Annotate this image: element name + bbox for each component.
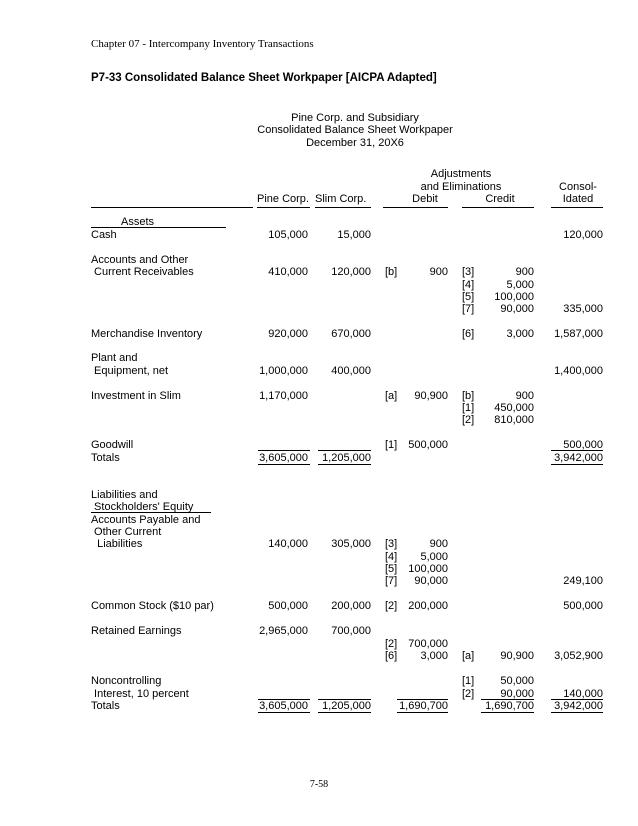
row-pine: 3,605,000: [259, 452, 308, 464]
row-debit: 90,000: [414, 575, 448, 587]
row-credit: 900: [515, 266, 534, 278]
subtotal-rule-slim: [318, 450, 371, 451]
row-consol: 1,587,000: [554, 328, 603, 340]
row-pine: 1,170,000: [259, 390, 308, 402]
row-credit-ref: [4]: [462, 279, 475, 291]
row-debit: 200,000: [408, 600, 448, 612]
row-debit-ref: [4]: [385, 551, 398, 563]
row-consol: 3,942,000: [554, 452, 603, 464]
row-debit: 90,900: [414, 390, 448, 402]
row-credit-ref: [6]: [462, 328, 475, 340]
row-debit: 700,000: [408, 638, 448, 650]
row-consol: 3,942,000: [554, 700, 603, 712]
row-label: Investment in Slim: [91, 390, 181, 402]
heading-statement: Consolidated Balance Sheet Workpaper: [257, 124, 453, 136]
row-pine: 2,965,000: [259, 625, 308, 637]
row-credit: 3,000: [506, 328, 534, 340]
row-label: Assets: [121, 216, 155, 228]
row-debit-ref: [2]: [385, 600, 398, 612]
row-pine: 105,000: [268, 229, 308, 241]
row-label: Accounts and Other: [91, 254, 189, 266]
row-pine: 1,000,000: [259, 365, 308, 377]
subtotal-rule-pine: [258, 450, 310, 451]
row-label: Equipment, net: [91, 365, 169, 377]
row-credit: 50,000: [500, 675, 534, 687]
row-consol: 1,400,000: [554, 365, 603, 377]
row-credit-ref: [2]: [462, 414, 475, 426]
row-pine: 920,000: [268, 328, 308, 340]
row-debit: 900: [429, 538, 448, 550]
row-label: Cash: [91, 229, 117, 241]
row-slim: 200,000: [331, 600, 371, 612]
row-label: Stockholders' Equity: [91, 501, 194, 513]
heading-company: Pine Corp. and Subsidiary: [291, 112, 419, 124]
assets-underline: [91, 227, 226, 228]
row-slim: 305,000: [331, 538, 371, 550]
row-pine: 500,000: [268, 600, 308, 612]
row-label: Noncontrolling: [91, 675, 162, 687]
row-consol: 500,000: [563, 600, 603, 612]
row-credit-ref: [1]: [462, 402, 475, 414]
row-debit-ref: [6]: [385, 650, 398, 662]
header-rule-label: [91, 207, 253, 208]
header-rule-consol: [551, 207, 603, 208]
row-credit-ref: [3]: [462, 266, 475, 278]
row-debit-ref: [a]: [385, 390, 398, 402]
heading-date: December 31, 20X6: [306, 137, 404, 149]
col-adjustments-line2: and Eliminations: [420, 181, 502, 193]
col-slim: Slim Corp.: [315, 193, 367, 205]
header-rule-slim: [315, 207, 371, 208]
row-credit: 810,000: [494, 414, 534, 426]
row-slim: 1,205,000: [322, 452, 371, 464]
col-consol-line1: Consol-: [559, 181, 597, 193]
row-label: Merchandise Inventory: [91, 328, 203, 340]
row-debit-ref: [7]: [385, 575, 398, 587]
row-label: Current Receivables: [91, 266, 194, 278]
row-credit: 100,000: [494, 291, 534, 303]
row-debit-ref: [2]: [385, 638, 398, 650]
row-debit-ref: [1]: [385, 439, 398, 451]
row-credit-ref: [1]: [462, 675, 475, 687]
row-credit-ref: [5]: [462, 291, 475, 303]
row-slim: 700,000: [331, 625, 371, 637]
row-label: Liabilities and: [91, 489, 158, 501]
row-consol: 3,052,900: [554, 650, 603, 662]
row-label: Totals: [91, 452, 120, 464]
row-debit: 5,000: [420, 551, 448, 563]
row-consol: 120,000: [563, 229, 603, 241]
row-consol: 335,000: [563, 303, 603, 315]
row-pine: 140,000: [268, 538, 308, 550]
row-credit-ref: [2]: [462, 688, 475, 700]
row-debit: 900: [429, 266, 448, 278]
row-credit-ref: [a]: [462, 650, 475, 662]
header-rule-debit: [383, 207, 448, 208]
row-credit: 900: [515, 390, 534, 402]
row-consol: 140,000: [563, 688, 603, 700]
row-label: Accounts Payable and: [91, 514, 201, 526]
row-label: Common Stock ($10 par): [91, 600, 214, 612]
chapter-header: Chapter 07 - Intercompany Inventory Transactions: [91, 38, 314, 50]
col-credit: Credit: [485, 193, 515, 205]
row-debit: 100,000: [408, 563, 448, 575]
row-consol: 249,100: [563, 575, 603, 587]
col-pine: Pine Corp.: [257, 193, 309, 205]
row-label: Retained Earnings: [91, 625, 182, 637]
row-label: Goodwill: [91, 439, 134, 451]
problem-title: P7-33 Consolidated Balance Sheet Workpaper [AICPA Adapted]: [91, 72, 437, 84]
col-adjustments-line1: Adjustments: [430, 168, 492, 180]
row-credit: 90,900: [500, 650, 534, 662]
header-rule-credit: [462, 207, 534, 208]
col-consol-line2: Idated: [562, 193, 594, 205]
row-slim: 1,205,000: [322, 700, 371, 712]
row-slim: 400,000: [331, 365, 371, 377]
row-slim: 120,000: [331, 266, 371, 278]
row-slim: 670,000: [331, 328, 371, 340]
row-debit: 500,000: [408, 439, 448, 451]
row-debit-ref: [5]: [385, 563, 398, 575]
row-label: Plant and: [91, 352, 138, 364]
row-debit: 1,690,700: [399, 700, 448, 712]
row-pine: 410,000: [268, 266, 308, 278]
row-credit: 1,690,700: [485, 700, 534, 712]
row-label: Interest, 10 percent: [91, 688, 189, 700]
page-number: 7-58: [309, 779, 329, 790]
row-label: Other Current: [91, 526, 162, 538]
row-debit-ref: [b]: [385, 266, 398, 278]
row-pine: 3,605,000: [259, 700, 308, 712]
row-label: Liabilities: [91, 538, 143, 550]
row-debit-ref: [3]: [385, 538, 398, 550]
row-credit: 90,000: [500, 303, 534, 315]
row-credit: 90,000: [500, 688, 534, 700]
row-credit-ref: [b]: [462, 390, 475, 402]
row-slim: 15,000: [337, 229, 371, 241]
row-credit: 450,000: [494, 402, 534, 414]
header-rule-pine: [257, 207, 310, 208]
row-label: Totals: [91, 700, 120, 712]
row-credit: 5,000: [506, 279, 534, 291]
row-consol: 500,000: [563, 439, 603, 451]
row-credit-ref: [7]: [462, 303, 475, 315]
col-debit: Debit: [412, 193, 438, 205]
row-debit: 3,000: [420, 650, 448, 662]
